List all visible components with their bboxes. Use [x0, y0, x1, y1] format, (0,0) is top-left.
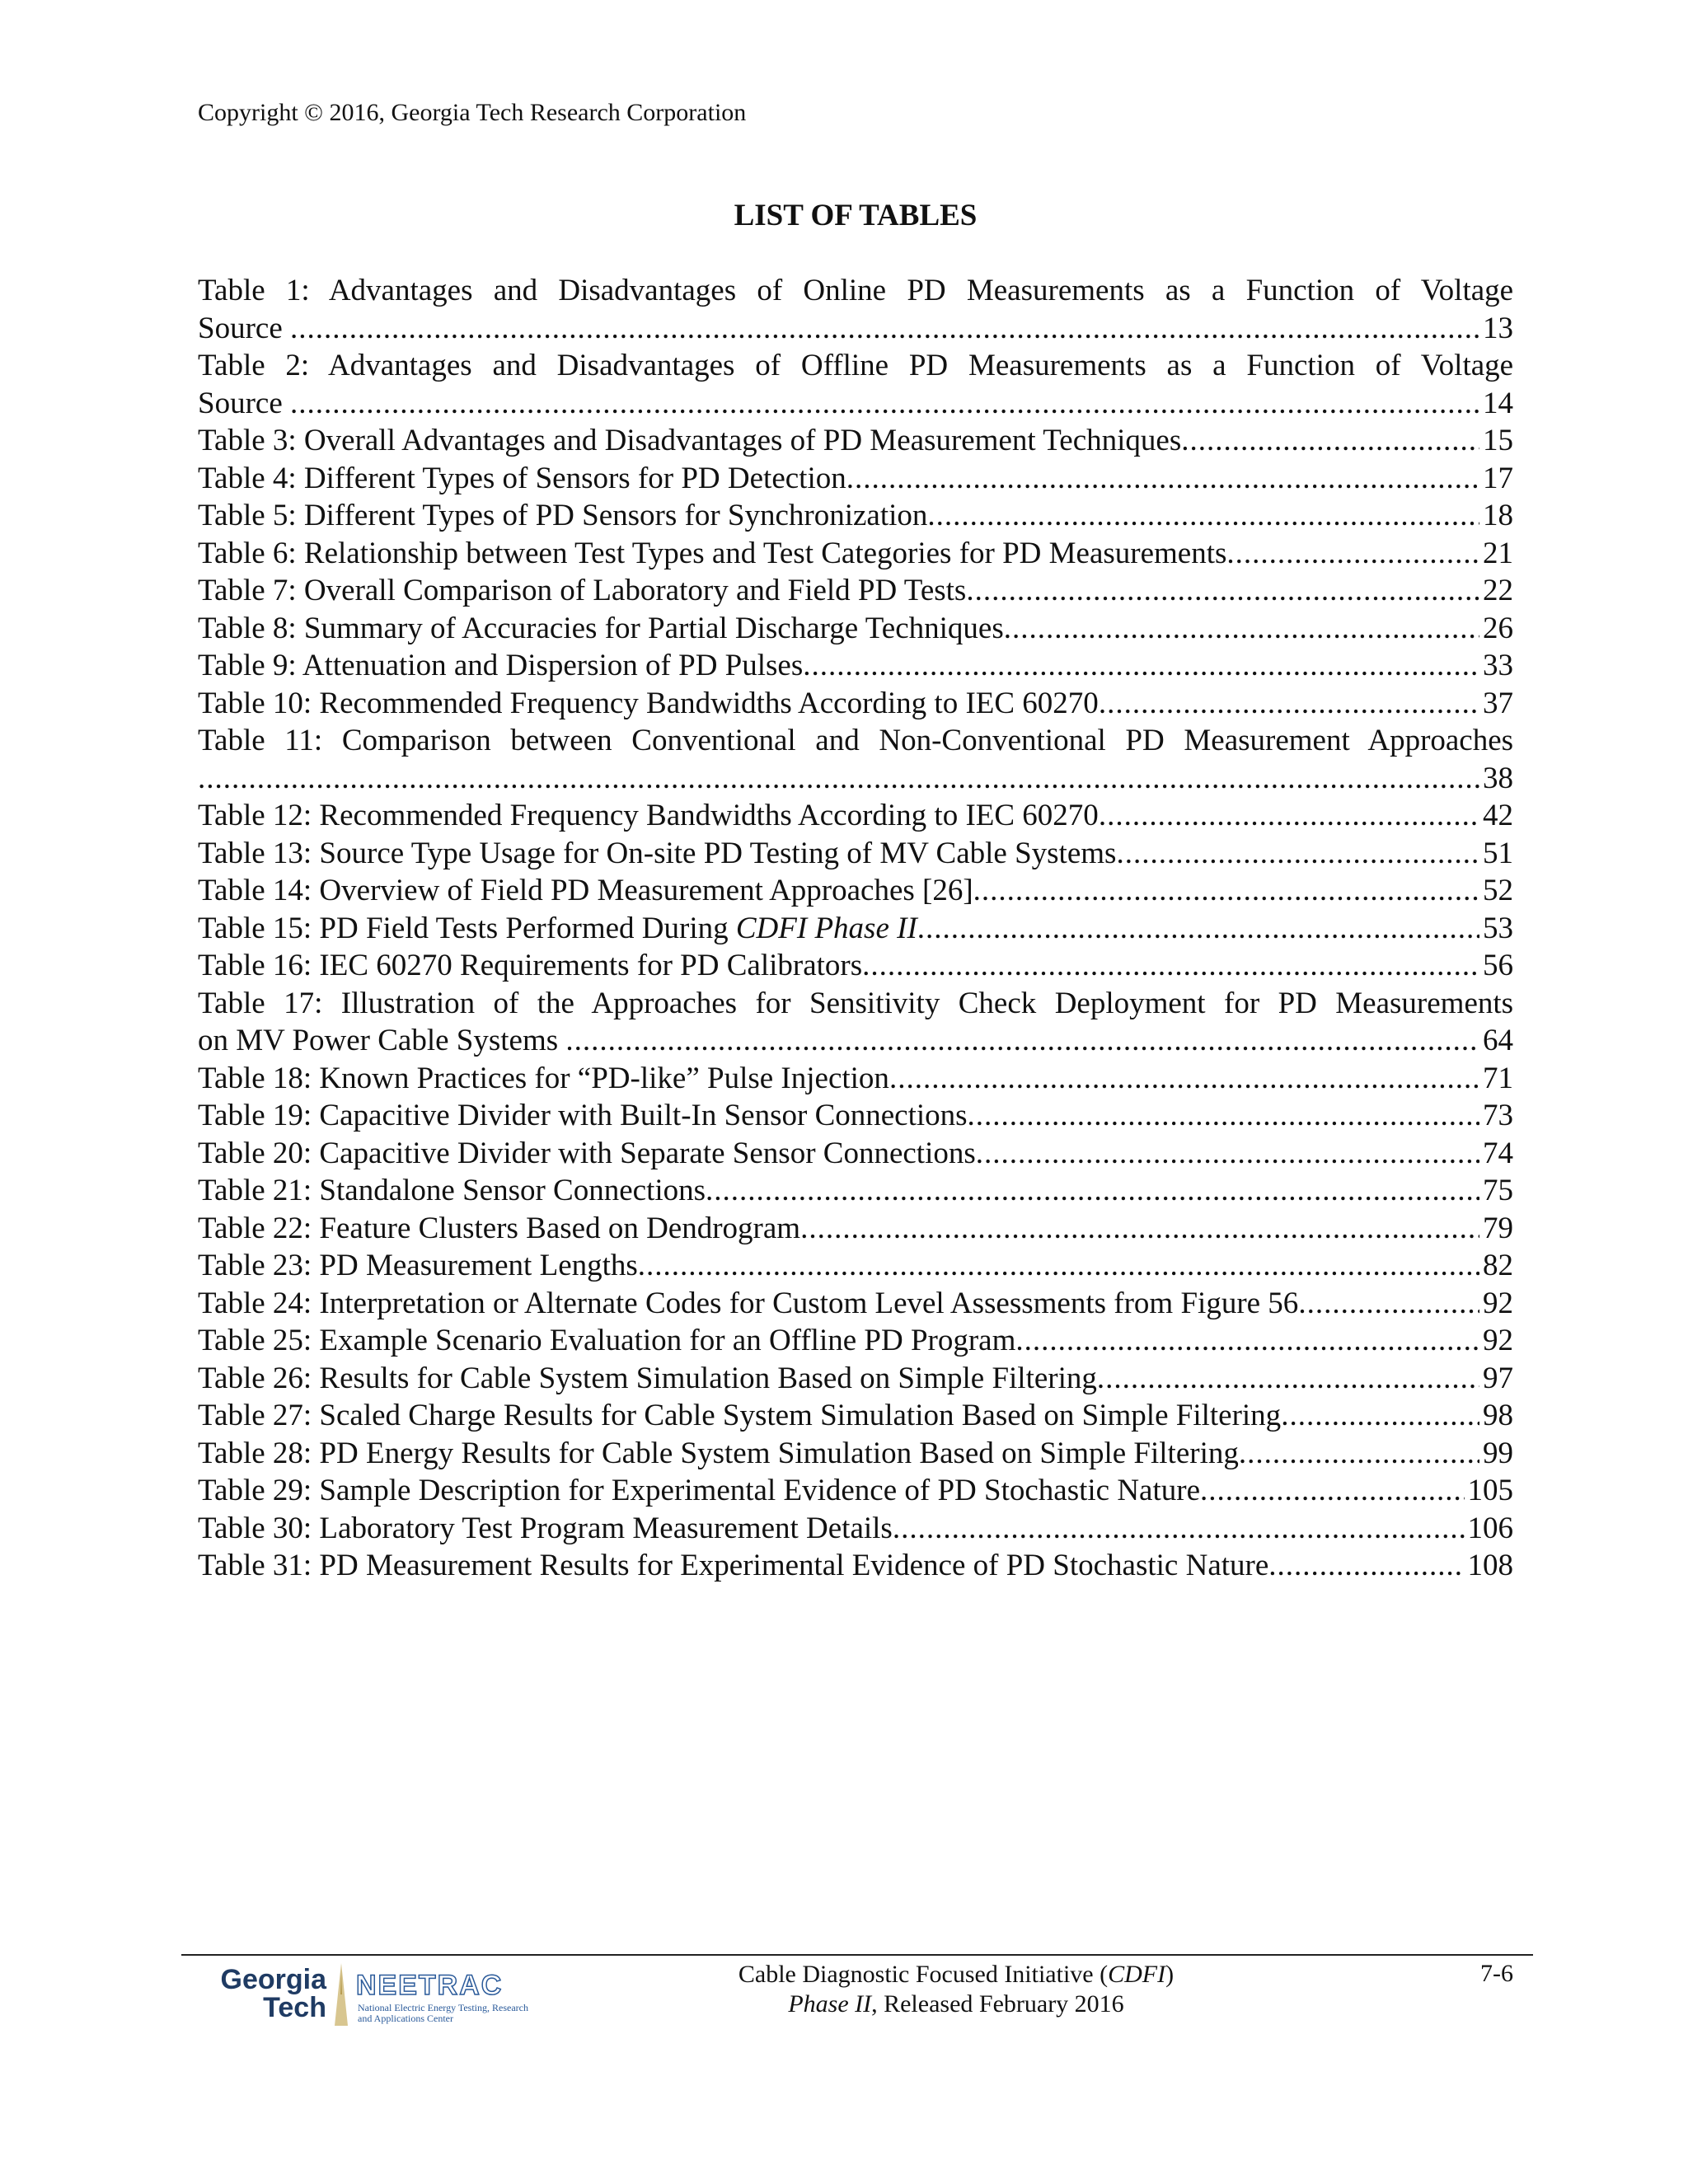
dot-leader [917, 910, 1479, 948]
page-number: 7-6 [1480, 1960, 1513, 1987]
toc-entry-word: as [1165, 274, 1191, 307]
dot-leader [1281, 1397, 1479, 1435]
toc-entry-page: 21 [1483, 536, 1513, 570]
toc-entry-page: 75 [1483, 1174, 1513, 1207]
dot-leader [1226, 535, 1479, 573]
toc-entry[interactable] [198, 460, 1513, 498]
toc-entry-word: Measurements [968, 349, 1146, 382]
toc-entry-first-line [198, 722, 1513, 760]
dot-leader [290, 310, 1479, 348]
toc-entry-word: Function [1245, 274, 1355, 307]
toc-entry-title: Table 29: Sample Description for Experimental Evidence of PD Stochastic Nature [198, 1474, 1200, 1507]
toc-entry[interactable] [198, 497, 1513, 535]
toc-entry-title: Table 30: Laboratory Test Program Measurement Details [198, 1511, 893, 1545]
logo-georgia-text: Georgia [220, 1964, 326, 1995]
toc-entry-word: Advantages [327, 349, 472, 382]
toc-entry-word: Function [1246, 349, 1355, 382]
toc-entry[interactable] [198, 535, 1513, 573]
dot-leader [889, 1060, 1479, 1098]
toc-entry[interactable] [198, 1397, 1513, 1435]
neetrac-subtitle-line1: National Electric Energy Testing, Research [358, 2002, 528, 2013]
toc-entry[interactable] [198, 1435, 1513, 1473]
dot-leader [893, 1510, 1465, 1548]
toc-entry-title: Table 6: Relationship between Test Types and Test Categories for PD Measurements [198, 536, 1227, 570]
toc-entry[interactable] [198, 1210, 1513, 1248]
toc-entry-page: 98 [1483, 1399, 1513, 1432]
dot-leader [973, 872, 1479, 910]
toc-entry-title: Table 19: Capacitive Divider with Built-In Sensor Connections [198, 1099, 968, 1132]
toc-entry-page: 79 [1483, 1211, 1513, 1245]
toc-entry-word: Approaches [591, 986, 738, 1020]
footer-line1-prefix: Cable Diagnostic Focused Initiative ( [738, 1961, 1109, 1988]
toc-entry[interactable] [198, 910, 1513, 948]
toc-entry-title: Table 4: Different Types of Sensors for PD Detection [198, 461, 846, 495]
toc-entry-word: Online [803, 274, 887, 307]
toc-entry-word: for [755, 986, 791, 1020]
toc-entry-page: 17 [1483, 461, 1513, 495]
toc-entry-word: PD [907, 274, 946, 307]
toc-entry-word: of [1375, 349, 1401, 382]
toc-entry[interactable] [198, 1247, 1513, 1285]
toc-entry-title: Table 22: Feature Clusters Based on Dendrogram [198, 1211, 801, 1245]
toc-entry-word: Voltage [1420, 274, 1514, 307]
dot-leader [862, 947, 1479, 985]
dot-leader [198, 760, 1479, 798]
footer-line-1 [626, 1960, 1286, 1990]
copyright-notice: Copyright © 2016, Georgia Tech Research Corporation [198, 99, 747, 126]
toc-entry-word: between [510, 724, 612, 757]
toc-entry-title: Table 16: IEC 60270 Requirements for PD Calibrators [198, 949, 863, 982]
toc-entry[interactable] [198, 797, 1513, 835]
toc-entry-word: Offline [800, 349, 889, 382]
toc-entry[interactable] [198, 1547, 1513, 1585]
toc-entry-word: Advantages [328, 274, 473, 307]
spire-icon [330, 1961, 353, 2027]
dot-leader [1268, 1547, 1464, 1585]
toc-entry[interactable] [198, 647, 1513, 685]
dot-leader [1099, 685, 1479, 723]
toc-entry-title: Table 14: Overview of Field PD Measurement Approaches [26] [198, 874, 973, 907]
toc-entry-word: PD [1125, 724, 1165, 757]
toc-entry-title: Table 5: Different Types of PD Sensors for Synchronization [198, 499, 928, 532]
toc-entry[interactable] [198, 1322, 1513, 1360]
toc-entry[interactable] [198, 872, 1513, 910]
toc-entry-title: Table 31: PD Measurement Results for Experimental Evidence of PD Stochastic Nature [198, 1549, 1269, 1582]
toc-entry-title: Table 20: Capacitive Divider with Separate Sensor Connections [198, 1136, 976, 1170]
toc-entry-page: 38 [1483, 761, 1513, 795]
toc-entry-title: Table 21: Standalone Sensor Connections [198, 1174, 706, 1207]
toc-entry-page: 105 [1467, 1474, 1513, 1507]
toc-entry-title: Table 26: Results for Cable System Simulation Based on Simple Filtering [198, 1361, 1097, 1395]
toc-entry-title: Table 23: PD Measurement Lengths [198, 1249, 638, 1282]
footer-line2-suffix: , Released February 2016 [871, 1990, 1124, 2018]
toc-entry-title: Table 18: Known Practices for “PD-like” Pulse Injection [198, 1061, 889, 1095]
toc-entry-word: a [1212, 349, 1226, 382]
toc-entry[interactable] [198, 1510, 1513, 1548]
footer-line1-suffix: ) [1165, 1961, 1175, 1988]
toc-entry-word: 17: [284, 986, 323, 1020]
toc-entry[interactable] [198, 1360, 1513, 1398]
toc-entry-word: Table 2: [198, 349, 310, 382]
toc-entry-word: PD [908, 349, 949, 382]
dot-leader [966, 572, 1479, 610]
toc-entry[interactable] [198, 610, 1513, 648]
toc-entry-word: Measurement [1184, 724, 1350, 757]
toc-entry-page: 33 [1483, 649, 1513, 682]
toc-entry-page: 56 [1483, 949, 1513, 982]
dot-leader [638, 1247, 1479, 1285]
dot-leader [927, 497, 1479, 535]
dot-leader [846, 460, 1479, 498]
footer-line1-italic: CDFI [1108, 1961, 1166, 1988]
footer-divider [181, 1954, 1533, 1956]
toc-entry-word: Comparison [341, 724, 491, 757]
toc-entry-word: Disadvantages [556, 349, 735, 382]
toc-entry-word: and [492, 349, 537, 382]
toc-entry[interactable] [198, 685, 1513, 723]
footer-line2-italic: Phase II [788, 1990, 872, 2018]
toc-entry-word: the [537, 986, 574, 1020]
dot-leader [706, 1172, 1479, 1210]
toc-entry-word: Measurements [1335, 986, 1514, 1020]
dot-leader [1004, 610, 1479, 648]
toc-entry-word: of [493, 986, 519, 1020]
toc-entry-word: of [757, 274, 783, 307]
toc-entry-page: 108 [1467, 1549, 1513, 1582]
dot-leader [1015, 1322, 1479, 1360]
dot-leader [1298, 1285, 1479, 1323]
toc-entry-title: Table 3: Overall Advantages and Disadvantages of PD Measurement Techniques [198, 424, 1182, 457]
toc-entry-word: PD [1278, 986, 1317, 1020]
toc-entry-page: 99 [1483, 1436, 1513, 1470]
toc-entry-page: 74 [1483, 1136, 1513, 1170]
dot-leader [800, 1210, 1479, 1248]
neetrac-subtitle-line2: and Applications Center [358, 2013, 453, 2024]
toc-entry-word: of [1375, 274, 1401, 307]
toc-entry[interactable] [198, 572, 1513, 610]
toc-entry-word: Voltage [1420, 349, 1514, 382]
toc-entry-title-italic: CDFI Phase II [735, 911, 917, 945]
footer-line-2 [626, 1990, 1286, 2019]
toc-entry-title: Table 24: Interpretation or Alternate Codes for Custom Level Assessments from Figure 56 [198, 1286, 1299, 1320]
footer-citation [626, 1960, 1286, 2019]
toc-entry-page: 14 [1483, 386, 1513, 420]
toc-entry-title: Table 15: PD Field Tests Performed During [198, 911, 736, 945]
toc-entry-title: Table 9: Attenuation and Dispersion of PD Pulses [198, 649, 804, 682]
dot-leader [290, 385, 1479, 423]
toc-entry-word: Non-Conventional [879, 724, 1106, 757]
dot-leader [1116, 835, 1479, 873]
dot-leader [1099, 797, 1479, 835]
toc-entry-title: Table 13: Source Type Usage for On-site PD Testing of MV Cable Systems [198, 836, 1117, 870]
toc-entry-word: Illustration [340, 986, 476, 1020]
toc-entry-page: 13 [1483, 311, 1513, 345]
toc-entry-title: Table 7: Overall Comparison of Laboratory and Field PD Tests [198, 574, 967, 607]
toc-entry[interactable] [198, 947, 1513, 985]
dot-leader [1181, 422, 1479, 460]
dot-leader [968, 1097, 1479, 1135]
toc-entry[interactable] [198, 1097, 1513, 1135]
toc-entry-word: Approaches [1367, 724, 1514, 757]
dot-leader [803, 647, 1479, 685]
toc-entry-page: 26 [1483, 611, 1513, 645]
toc-entry-word: Conventional [631, 724, 796, 757]
toc-entry-word: Sensitivity [809, 986, 940, 1020]
toc-entry-title: Table 27: Scaled Charge Results for Cable System Simulation Based on Simple Filtering [198, 1399, 1282, 1432]
toc-entry-page: 42 [1483, 799, 1513, 832]
toc-entry-page: 51 [1483, 836, 1513, 870]
toc-entry-page: 37 [1483, 686, 1513, 720]
toc-entry-word: Check [958, 986, 1037, 1020]
toc-entry-word: a [1211, 274, 1226, 307]
toc-entry-page: 53 [1483, 911, 1513, 945]
toc-entry[interactable] [198, 1285, 1513, 1323]
toc-entry-title: Table 8: Summary of Accuracies for Partial Discharge Techniques [198, 611, 1004, 645]
toc-entry-word: and [493, 274, 538, 307]
toc-entry-page: 64 [1483, 1024, 1513, 1057]
toc-entry-first-line [198, 272, 1513, 310]
toc-entry[interactable] [198, 1060, 1513, 1098]
toc-entry-page: 18 [1483, 499, 1513, 532]
toc-entry[interactable] [198, 1472, 1513, 1510]
dot-leader [565, 1022, 1479, 1060]
toc-entry[interactable] [198, 835, 1513, 873]
toc-entry-title: on MV Power Cable Systems [198, 1024, 559, 1057]
toc-entry-word: Deployment [1054, 986, 1206, 1020]
logo-tech-text: Tech [263, 1992, 326, 2023]
toc-entry-page: 97 [1483, 1361, 1513, 1395]
toc-entry-title: Table 12: Recommended Frequency Bandwidths According to IEC 60270 [198, 799, 1099, 832]
toc-entry-word: Measurements [966, 274, 1145, 307]
toc-entry-word: for [1224, 986, 1260, 1020]
toc-entry-first-line [198, 347, 1513, 385]
toc-entry-page: 82 [1483, 1249, 1513, 1282]
toc-entry-word: Table 11: [198, 724, 323, 757]
toc-entry-page: 73 [1483, 1099, 1513, 1132]
toc-entry-page: 92 [1483, 1286, 1513, 1320]
toc-entry-first-line [198, 985, 1513, 1023]
toc-entry[interactable] [198, 1135, 1513, 1173]
toc-entry-title: Source [198, 311, 283, 345]
page-title: LIST OF TABLES [734, 199, 978, 232]
toc-entry-page: 92 [1483, 1324, 1513, 1357]
toc-entry-title: Table 25: Example Scenario Evaluation for an Offline PD Program [198, 1324, 1016, 1357]
toc-entry[interactable] [198, 985, 1513, 1060]
toc-entry[interactable] [198, 722, 1513, 797]
toc-entry-word: Disadvantages [558, 274, 737, 307]
georgia-tech-logo [195, 1966, 326, 2022]
toc-entry-word: and [815, 724, 860, 757]
toc-entry-title: Table 10: Recommended Frequency Bandwidths According to IEC 60270 [198, 686, 1099, 720]
toc-entry-word: Table 1: [198, 274, 310, 307]
dot-leader [1200, 1472, 1465, 1510]
dot-leader [1239, 1435, 1479, 1473]
toc-entry-page: 22 [1483, 574, 1513, 607]
neetrac-subtitle [358, 2003, 528, 2024]
toc-entry-page: 71 [1483, 1061, 1513, 1095]
toc-entry[interactable] [198, 272, 1513, 347]
toc-entry-page: 106 [1467, 1511, 1513, 1545]
toc-entry-word: Table [198, 986, 265, 1020]
toc-entry-page: 52 [1483, 874, 1513, 907]
toc-entry-title: Source [198, 386, 283, 420]
toc-entry-word: as [1166, 349, 1193, 382]
dot-leader [976, 1135, 1479, 1173]
neetrac-logo: NEETRAC [356, 1970, 504, 2001]
toc-entry[interactable] [198, 347, 1513, 422]
toc-entry-title: Table 28: PD Energy Results for Cable System Simulation Based on Simple Filtering [198, 1436, 1239, 1470]
toc-entry[interactable] [198, 1172, 1513, 1210]
toc-entry-word: of [755, 349, 781, 382]
dot-leader [1097, 1360, 1479, 1398]
list-of-tables [198, 272, 1513, 1585]
toc-entry-page: 15 [1483, 424, 1513, 457]
toc-entry[interactable] [198, 422, 1513, 460]
